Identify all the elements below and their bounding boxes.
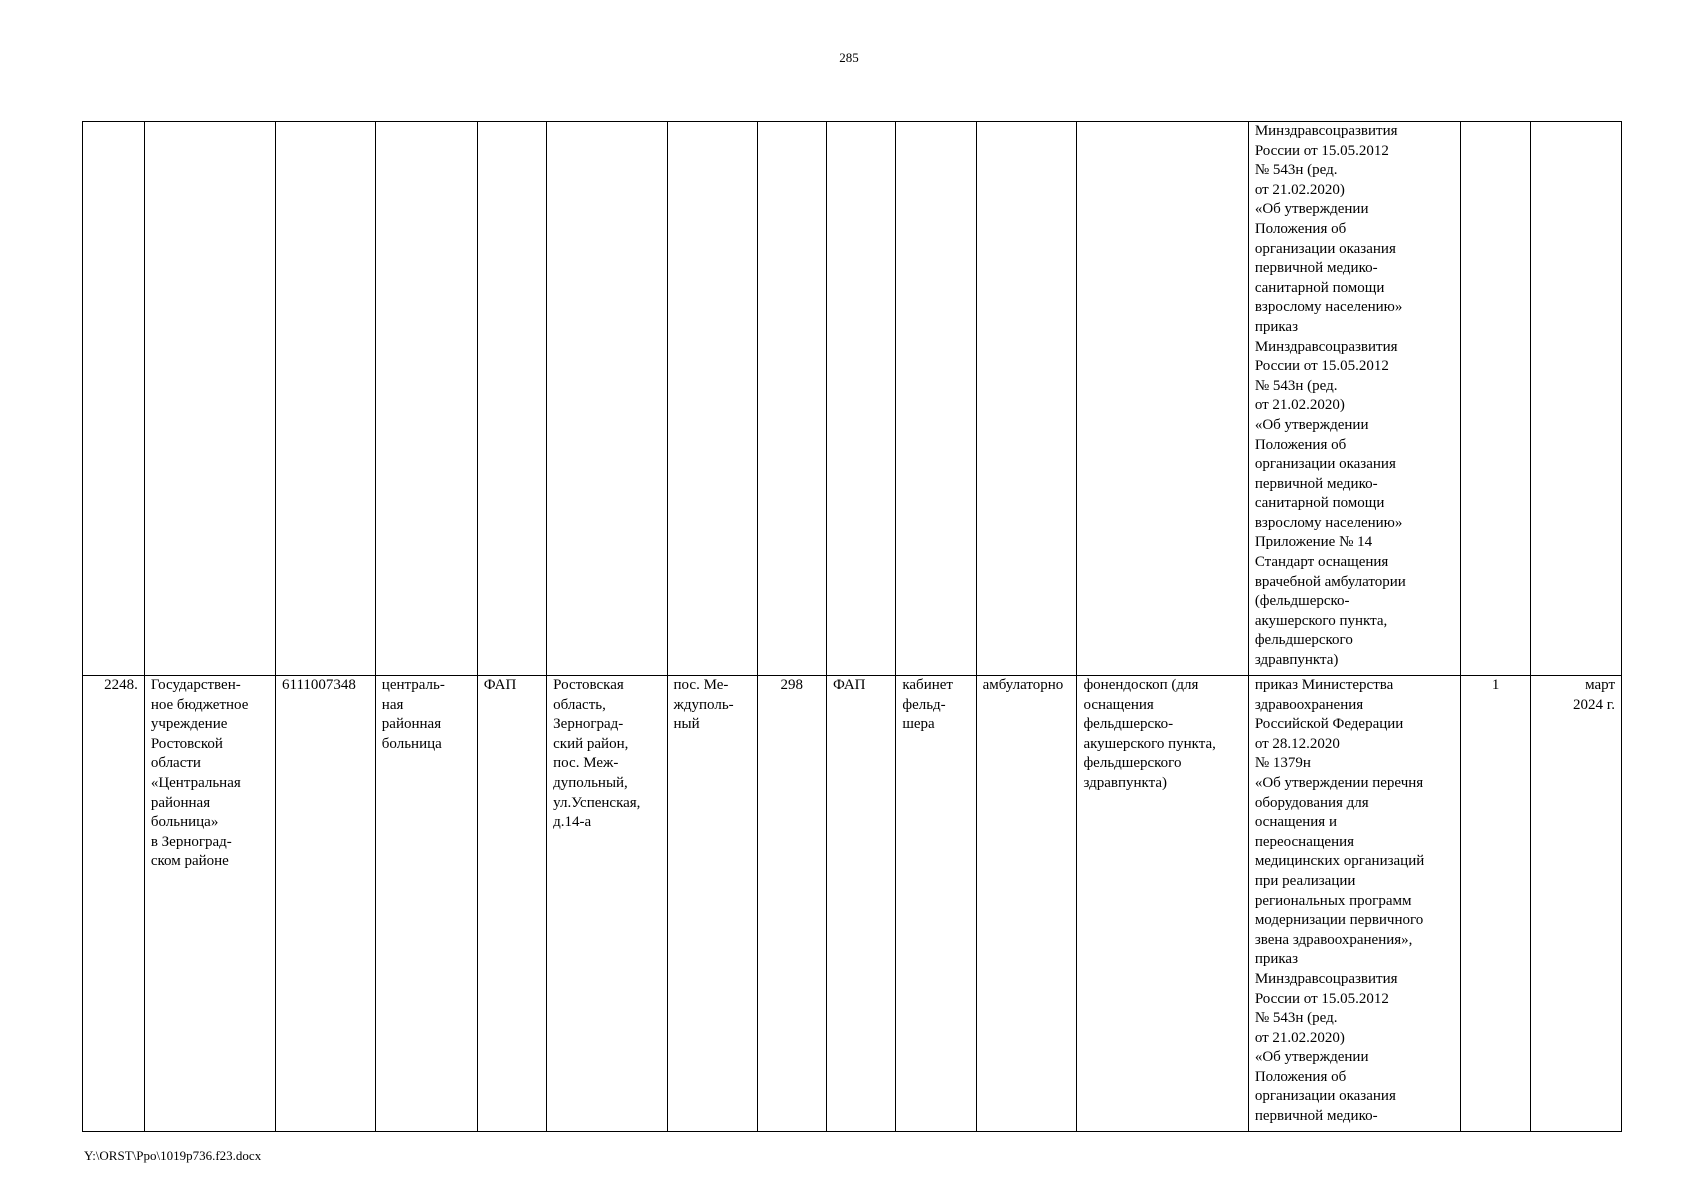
equipment-table bbox=[82, 121, 1622, 1132]
cell-deadline bbox=[1530, 676, 1621, 1132]
room-value: кабинет фельд- шера bbox=[902, 677, 953, 733]
cell-room bbox=[896, 676, 976, 1132]
cell-normative-basis bbox=[1248, 676, 1461, 1132]
cell-org-type bbox=[375, 676, 477, 1132]
population-value: 298 bbox=[780, 677, 803, 693]
cell-unit-type bbox=[826, 122, 895, 676]
settlement-value: пос. Ме- ждуполь- ный bbox=[673, 677, 734, 733]
cell-room bbox=[896, 122, 976, 676]
cell-quantity bbox=[1461, 676, 1530, 1132]
cell-population bbox=[757, 122, 826, 676]
cell-care-form bbox=[976, 122, 1077, 676]
unit-type-value: ФАП bbox=[832, 677, 866, 693]
cell-quantity bbox=[1461, 122, 1530, 676]
cell-subdivision bbox=[477, 676, 546, 1132]
cell-equipment bbox=[1077, 122, 1248, 676]
table-row-continuation bbox=[83, 122, 1622, 676]
cell-number bbox=[83, 122, 145, 676]
cell-normative-basis bbox=[1248, 122, 1461, 676]
footer-file-path: Y:\ORST\Ppo\1019p736.f23.docx bbox=[84, 1148, 262, 1163]
cell-settlement bbox=[667, 676, 757, 1132]
equipment-value: фонендоскоп (для оснащения фельдшерско- акушерского пункта, фельдшерского здравпункта) bbox=[1083, 677, 1216, 791]
normative-basis-text: приказ Министерства здравоохранения Российской Федерации от 28.12.2020 № 1379н «Об утверждении перечня оборудования для оснащения и переоснащения медицинских организаций при реализации региональных программ модернизации первичного звена здравоохранения», приказ Минздравсоцразвития России от 15.05.2012 № 543н (ред. от 21.02.2020) «Об утверждении Положения об организации оказания первичной медико- bbox=[1254, 677, 1425, 1125]
cell-deadline bbox=[1530, 122, 1621, 676]
cell-organization bbox=[144, 676, 275, 1132]
row-number: 2248. bbox=[104, 677, 138, 693]
cell-address bbox=[547, 122, 667, 676]
inn-value: 6111007348 bbox=[282, 677, 356, 693]
cell-org-type bbox=[375, 122, 477, 676]
cell-inn bbox=[276, 676, 376, 1132]
normative-basis-text: Минздравсоцразвития России от 15.05.2012 № 543н (ред. от 21.02.2020) «Об утверждении Положения об организации оказания первичной медико- санитарной помощи взрослому населению» приказ Минздравсоцразвития России от 15.05.2012 № 543н (ред. от 21.02.2020) «Об утверждении Положения об организации оказания первичной медико- санитарной помощи взрослому населению» Приложение № 14 Стандарт оснащения врачебной амбулатории (фельдшерско- акушерского пункта, фельдшерского здравпункта) bbox=[1254, 123, 1406, 669]
deadline-value: март 2024 г. bbox=[1573, 677, 1615, 713]
quantity-value: 1 bbox=[1491, 677, 1500, 693]
table-row-2248 bbox=[83, 676, 1622, 1132]
cell-care-form bbox=[976, 676, 1077, 1132]
cell-organization bbox=[144, 122, 275, 676]
cell-address bbox=[547, 676, 667, 1132]
cell-subdivision bbox=[477, 122, 546, 676]
address-value: Ростовская область, Зерноград- ский район, пос. Меж- дупольный, ул.Успенская, д.14-а bbox=[553, 677, 641, 831]
subdivision-value: ФАП bbox=[483, 677, 517, 693]
organization-name: Государствен- ное бюджетное учреждение Ростовской области «Центральная районная больница» в Зерноград- ском районе bbox=[150, 677, 249, 870]
cell-settlement bbox=[667, 122, 757, 676]
cell-number bbox=[83, 676, 145, 1132]
page-number: 285 bbox=[839, 50, 859, 65]
cell-equipment bbox=[1077, 676, 1248, 1132]
care-form-value: амбулаторно bbox=[982, 677, 1064, 693]
cell-inn bbox=[276, 122, 376, 676]
cell-unit-type bbox=[826, 676, 895, 1132]
cell-population bbox=[757, 676, 826, 1132]
org-type: централь- ная районная больница bbox=[381, 677, 445, 752]
